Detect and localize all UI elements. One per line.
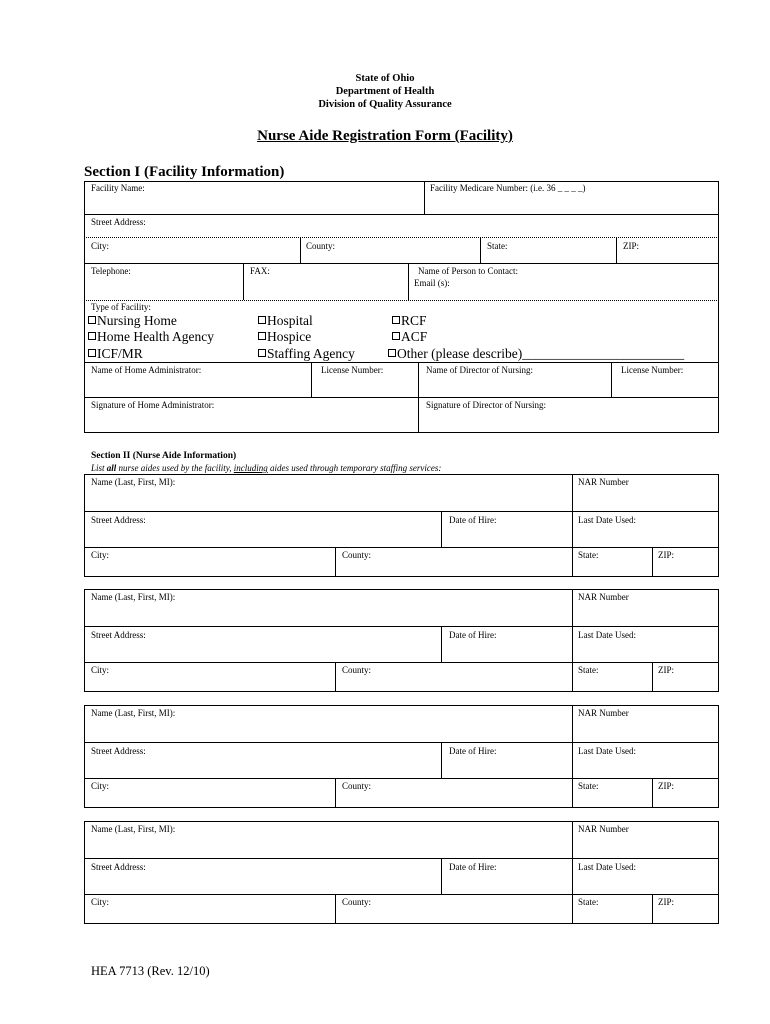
hospice-label: Hospice — [267, 329, 312, 344]
instructions-bold: all — [106, 463, 117, 473]
header-department: Department of Health — [335, 86, 435, 97]
divider — [84, 214, 719, 215]
hospital-checkbox[interactable] — [258, 316, 266, 324]
header-division: Division of Quality Assurance — [318, 99, 452, 110]
director-of-nursing-label: Name of Director of Nursing: — [426, 365, 533, 375]
other-label: Other (please describe)________________________ — [397, 346, 685, 361]
staffing-agency-label: Staffing Agency — [267, 346, 355, 361]
other-checkbox[interactable] — [388, 349, 396, 357]
license-number-admin-label: License Number: — [321, 365, 384, 375]
aide-city-label: City: — [91, 550, 110, 560]
facility-city-label: City: — [91, 241, 110, 251]
divider — [335, 778, 336, 808]
aide-state-label: State: — [578, 781, 599, 791]
divider — [441, 511, 442, 547]
divider — [335, 662, 336, 692]
aide-street-label: Street Address: — [91, 746, 146, 756]
divider — [572, 474, 573, 577]
instructions-text-3: aides used through temporary staffing services: — [267, 463, 442, 473]
type-of-facility-label: Type of Facility: — [91, 302, 151, 312]
divider — [652, 778, 653, 808]
divider — [616, 237, 617, 263]
facility-name-label: Facility Name: — [91, 183, 145, 193]
divider — [652, 662, 653, 692]
option-home-health-agency[interactable] — [88, 329, 214, 345]
aide-state-label: State: — [578, 897, 599, 907]
contact-person-label: Name of Person to Contact: — [418, 266, 518, 276]
aide-nar-number-label: NAR Number — [578, 824, 629, 834]
section1-heading: Section I (Facility Information) — [84, 164, 285, 180]
option-acf[interactable] — [392, 329, 427, 345]
rcf-label: RCF — [401, 313, 427, 328]
aide-street-label: Street Address: — [91, 630, 146, 640]
option-staffing-agency[interactable] — [258, 346, 355, 362]
aide-name-label: Name (Last, First, MI): — [91, 592, 176, 602]
hospital-label: Hospital — [267, 313, 313, 328]
staffing-agency-checkbox[interactable] — [258, 349, 266, 357]
instructions-text-2: nurse aides used by the facility, — [116, 463, 234, 473]
divider — [424, 181, 425, 214]
divider — [84, 237, 719, 238]
icf-mr-checkbox[interactable] — [88, 349, 96, 357]
section2-instructions — [91, 463, 441, 473]
acf-checkbox[interactable] — [392, 332, 400, 340]
option-rcf[interactable] — [392, 313, 427, 329]
divider — [652, 894, 653, 924]
divider — [84, 894, 719, 895]
divider — [84, 858, 719, 859]
section1-table — [84, 181, 719, 433]
divider — [84, 300, 719, 301]
divider — [611, 362, 612, 397]
aide-city-label: City: — [91, 781, 110, 791]
aide-zip-label: ZIP: — [658, 665, 675, 675]
divider — [335, 894, 336, 924]
aide-zip-label: ZIP: — [658, 550, 675, 560]
option-nursing-home[interactable] — [88, 313, 177, 329]
hospice-checkbox[interactable] — [258, 332, 266, 340]
instructions-underline: including — [233, 463, 268, 473]
aide-county-label: County: — [342, 781, 372, 791]
section2-heading: Section II (Nurse Aide Information) — [91, 451, 237, 461]
aide-name-label: Name (Last, First, MI): — [91, 477, 176, 487]
aide-date-of-hire-label: Date of Hire: — [449, 515, 497, 525]
divider — [243, 263, 244, 300]
aide-state-label: State: — [578, 665, 599, 675]
aide-zip-label: ZIP: — [658, 781, 675, 791]
aide-city-label: City: — [91, 665, 110, 675]
header-state: State of Ohio — [355, 73, 415, 84]
icf-mr-label: ICF/MR — [97, 346, 143, 361]
aide-street-label: Street Address: — [91, 862, 146, 872]
divider — [84, 662, 719, 663]
divider — [408, 263, 409, 300]
home-administrator-label: Name of Home Administrator: — [91, 365, 202, 375]
aide-last-date-used-label: Last Date Used: — [578, 630, 636, 640]
aide-street-label: Street Address: — [91, 515, 146, 525]
signature-administrator-label: Signature of Home Administrator: — [91, 400, 215, 410]
aide-date-of-hire-label: Date of Hire: — [449, 862, 497, 872]
form-number: HEA 7713 (Rev. 12/10) — [91, 964, 210, 978]
aide-zip-label: ZIP: — [658, 897, 675, 907]
divider — [572, 821, 573, 924]
email-label: Email (s): — [414, 278, 450, 288]
aide-nar-number-label: NAR Number — [578, 592, 629, 602]
divider — [572, 705, 573, 808]
facility-county-label: County: — [306, 241, 336, 251]
divider — [84, 626, 719, 627]
option-other[interactable] — [388, 346, 684, 362]
instructions-text-1: List — [91, 463, 107, 473]
divider — [335, 547, 336, 577]
aide-county-label: County: — [342, 897, 372, 907]
facility-state-label: State: — [487, 241, 508, 251]
nursing-home-checkbox[interactable] — [88, 316, 96, 324]
aide-county-label: County: — [342, 550, 372, 560]
aide-date-of-hire-label: Date of Hire: — [449, 630, 497, 640]
acf-label: ACF — [401, 329, 428, 344]
nursing-home-label: Nursing Home — [97, 313, 177, 328]
telephone-label: Telephone: — [91, 266, 131, 276]
divider — [441, 742, 442, 778]
option-hospital[interactable] — [258, 313, 313, 329]
divider — [84, 547, 719, 548]
divider — [84, 263, 719, 264]
aide-date-of-hire-label: Date of Hire: — [449, 746, 497, 756]
home-health-agency-label: Home Health Agency — [97, 329, 214, 344]
divider — [441, 858, 442, 894]
divider — [84, 397, 719, 398]
aide-name-label: Name (Last, First, MI): — [91, 708, 176, 718]
license-number-don-label: License Number: — [621, 365, 684, 375]
divider — [300, 237, 301, 263]
fax-label: FAX: — [250, 266, 270, 276]
divider — [84, 511, 719, 512]
signature-director-label: Signature of Director of Nursing: — [426, 400, 546, 410]
option-icf-mr[interactable] — [88, 346, 143, 362]
divider — [311, 362, 312, 397]
divider — [84, 778, 719, 779]
divider — [572, 589, 573, 692]
aide-last-date-used-label: Last Date Used: — [578, 862, 636, 872]
divider — [84, 742, 719, 743]
aide-nar-number-label: NAR Number — [578, 477, 629, 487]
facility-zip-label: ZIP: — [623, 241, 640, 251]
rcf-checkbox[interactable] — [392, 316, 400, 324]
divider — [441, 626, 442, 662]
medicare-number-label: Facility Medicare Number: (i.e. 36 _ _ _ _) — [430, 183, 586, 193]
aide-last-date-used-label: Last Date Used: — [578, 746, 636, 756]
option-hospice[interactable] — [258, 329, 311, 345]
aide-last-date-used-label: Last Date Used: — [578, 515, 636, 525]
aide-name-label: Name (Last, First, MI): — [91, 824, 176, 834]
aide-state-label: State: — [578, 550, 599, 560]
aide-nar-number-label: NAR Number — [578, 708, 629, 718]
divider — [652, 547, 653, 577]
aide-county-label: County: — [342, 665, 372, 675]
divider — [480, 237, 481, 263]
aide-city-label: City: — [91, 897, 110, 907]
form-title: Nurse Aide Registration Form (Facility) — [257, 128, 513, 144]
facility-street-label: Street Address: — [91, 217, 146, 227]
home-health-agency-checkbox[interactable] — [88, 332, 96, 340]
divider — [84, 362, 719, 363]
